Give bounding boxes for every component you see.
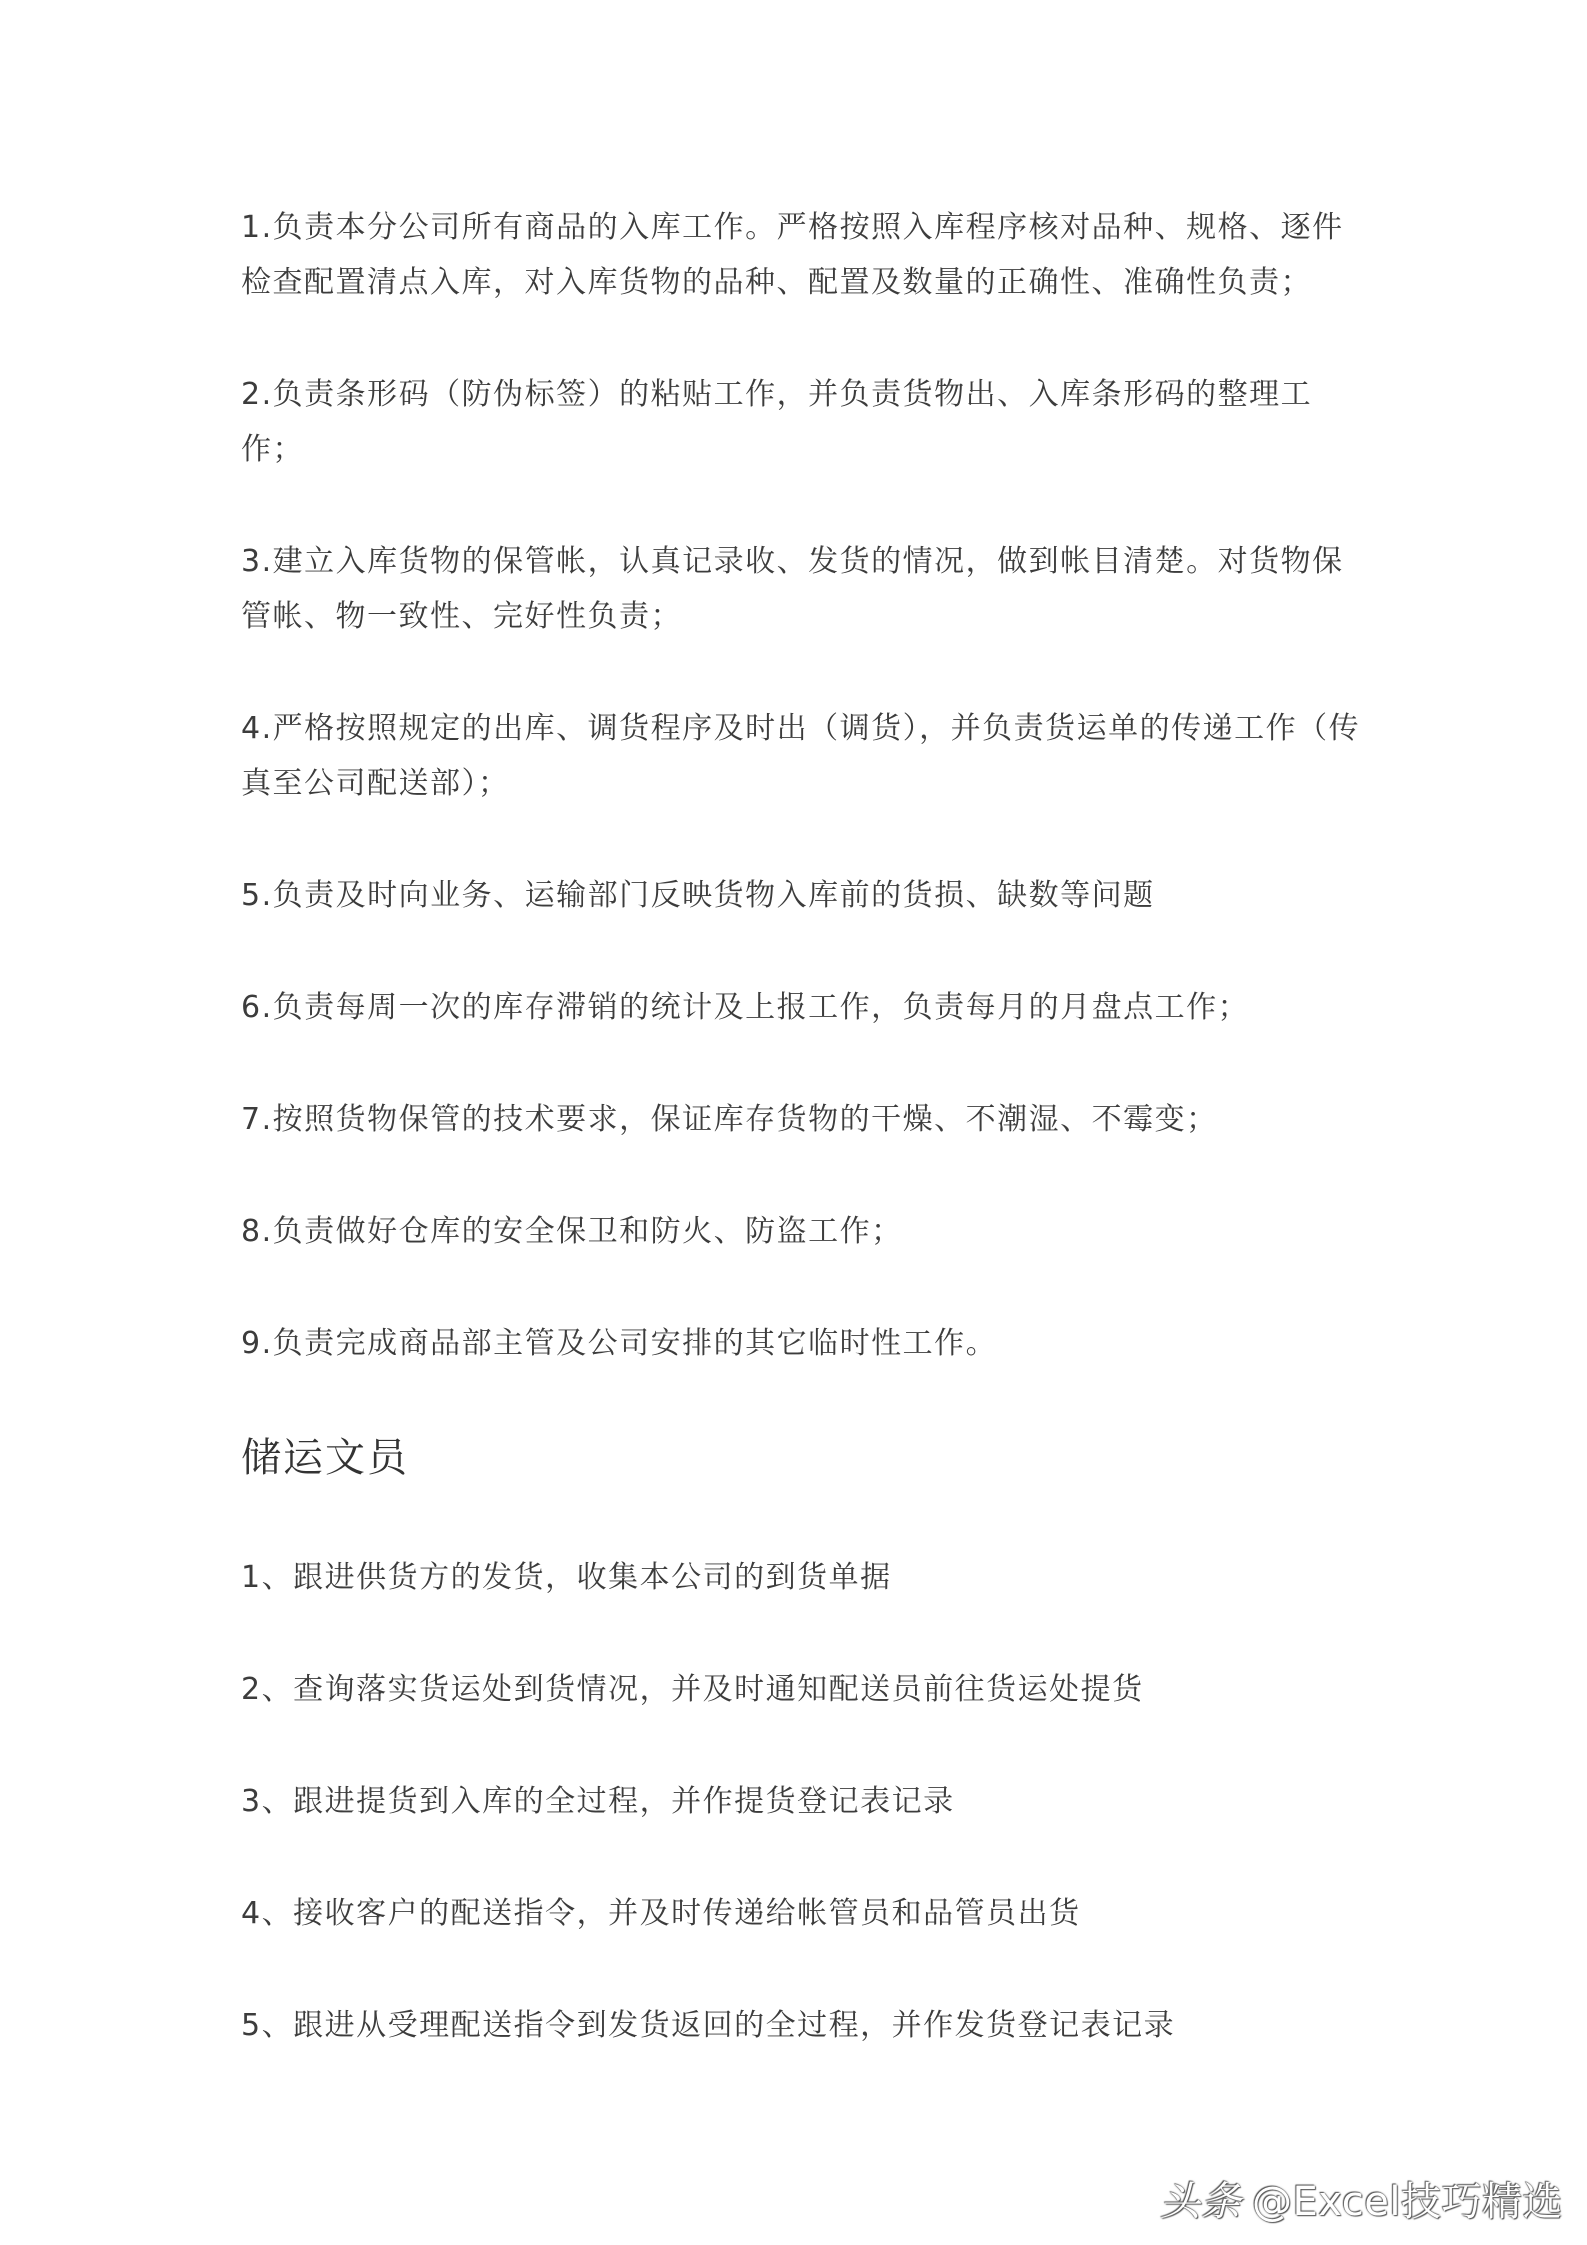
clerk-duty-item-1: 1、跟进供货方的发货，收集本公司的到货单据 — [241, 1560, 892, 1595]
clerk-duty-item-4: 4、接收客户的配送指令，并及时传递给帐管员和品管员出货 — [241, 1896, 1081, 1931]
clerk-duty-item-5: 5、跟进从受理配送指令到发货返回的全过程，并作发货登记表记录 — [241, 2008, 1176, 2043]
watermark — [1160, 2170, 1563, 2227]
duty-item-6: 6.负责每周一次的库存滞销的统计及上报工作，负责每月的月盘点工作； — [241, 990, 1250, 1025]
clerk-duty-item-2: 2、查询落实货运处到货情况，并及时通知配送员前往货运处提货 — [241, 1672, 1144, 1707]
section-heading: 储运文员 — [241, 1435, 409, 1481]
watermark-logo: 头条 — [1160, 2179, 1243, 2225]
watermark-handle: @Excel技巧精选 — [1252, 2179, 1563, 2225]
duty-item-1: 1.负责本分公司所有商品的入库工作。严格按照入库程序核对品种、规格、逐件检查配置清点入库，对入库货物的品种、配置及数量的正确性、准确性负责； — [241, 210, 1344, 300]
duty-item-8: 8.负责做好仓库的安全保卫和防火、防盗工作； — [241, 1214, 903, 1249]
duty-item-7: 7.按照货物保管的技术要求，保证库存货物的干燥、不潮湿、不霉变； — [241, 1102, 1218, 1137]
duty-item-5: 5.负责及时向业务、运输部门反映货物入库前的货损、缺数等问题 — [241, 878, 1155, 913]
document-content — [241, 200, 1361, 2110]
duty-item-9: 9.负责完成商品部主管及公司安排的其它临时性工作。 — [241, 1326, 998, 1361]
clerk-duty-item-3: 3、跟进提货到入库的全过程，并作提货登记表记录 — [241, 1784, 955, 1819]
duty-item-2: 2.负责条形码（防伪标签）的粘贴工作，并负责货物出、入库条形码的整理工作； — [241, 377, 1313, 467]
duty-item-3: 3.建立入库货物的保管帐，认真记录收、发货的情况，做到帐目清楚。对货物保管帐、物一致性、完好性负责； — [241, 544, 1344, 634]
duty-item-4: 4.严格按照规定的出库、调货程序及时出（调货），并负责货运单的传递工作（传真至公司配送部）； — [241, 711, 1361, 801]
